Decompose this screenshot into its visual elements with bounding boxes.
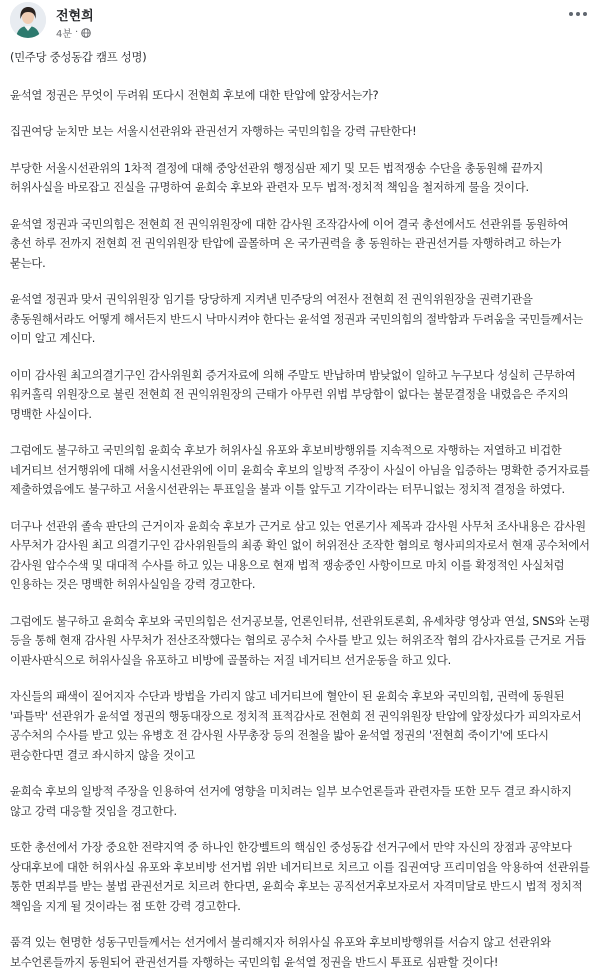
post-paragraph: 품격 있는 현명한 성동구민들께서는 선거에서 불리해지자 허위사실 유포와 후보비방행위를 서슴지 않고 선관위와 보수언론들까지 동원되어 관권선거를 자행하는 국민의힘 윤석열 정권을 반드시 투표로 심판할 것이다! bbox=[10, 936, 551, 969]
post-paragraph: 윤석열 정권과 맞서 권익위원장 임기를 당당하게 지켜낸 민주당의 여전사 전현희 전 권익위원장을 권력기관을 총동원해서라도 어떻게 해서든지 반드시 낙마시켜야 한다는 윤석열 정권과 국민의힘의 절박함과 두려움을 국민들께서는 이미 알고 계신다. bbox=[10, 293, 583, 345]
post-paragraph: 이미 감사원 최고의결기구인 감사위원회 증거자료에 의해 주말도 반납하며 밤낮없이 일하고 누구보다 성실히 근무하여 워커홀릭 위원장으로 불린 전현희 전 권익위원장의 근태가 아무런 위법 부당함이 없다는 불문결정을 내렸음은 주지의 명백한 사실이다. bbox=[10, 368, 576, 421]
post-paragraph: 그럼에도 불구하고 국민의힘 윤희숙 후보가 허위사실 유포와 후보비방행위를 지속적으로 자행하는 저열하고 비겁한 네거티브 선거행위에 대해 서울시선관위에 이미 윤희숙 후보의 일방적 주장이 사실이 아님을 입증하는 명확한 증거자료를 제출하였음에도 불구하고 서울시선관위는 투표일을 불과 이틀 앞두고 기각이라는 터무니없는 정치적 결정을 하였다. bbox=[10, 444, 590, 496]
post-paragraph: 부당한 서울시선관위의 1차적 결정에 대해 중앙선관위 행정심판 제기 및 모든 법적쟁송 수단을 총동원해 끝까지 허위사실을 바로잡고 진실을 규명하여 윤희숙 후보와 관련자 모두 법적·정치적 책임을 철저하게 물을 것이다. bbox=[10, 161, 544, 194]
post-paragraph: 더구나 선관위 졸속 판단의 근거이자 윤희숙 후보가 근거로 삼고 있는 언론기사 제목과 감사원 사무처 조사내용은 감사원 사무처가 감사원 최고 의결기구인 감사위원들의 최종 확인 없이 허위전산 조작한 혐의로 형사피의자로서 현재 공수처에서 감사원 압수수색 및 대대적 수사를 하고 있는 내용으로 현재 법적 쟁송중인 사항이므로 마치 이를 확정적인 사실처럼 인용하는 것은 명백한 허위사실임을 강력 경고한다. bbox=[10, 519, 590, 591]
profile-photo-icon bbox=[10, 2, 46, 38]
post-paragraph: 집권여당 눈치만 보는 서울시선관위와 관권선거 자행하는 국민의힘을 강력 규탄한다! bbox=[10, 125, 417, 138]
post-paragraph: 윤석열 정권과 국민의힘은 전현희 전 권익위원장에 대한 감사원 조작감사에 이어 결국 총선에서도 선관위를 동원하여 총선 하루 전까지 전현희 전 권익위원장 탄압에 골몰하며 온 국가권력을 총 동원하는 관권선거를 자행하려고 하는가 묻는다. bbox=[10, 217, 569, 270]
post-body bbox=[10, 48, 592, 972]
post-paragraph: 윤희숙 후보의 일방적 주장을 인용하여 선거에 영향을 미치려는 일부 보수언론들과 관련자들 또한 모두 결코 좌시하지 않고 강력 대응할 것임을 경고한다. bbox=[10, 785, 572, 818]
more-options-icon[interactable] bbox=[564, 4, 592, 24]
post-meta bbox=[56, 25, 91, 40]
post-time[interactable]: 4분 bbox=[56, 29, 73, 40]
post-paragraph: (민주당 중성동갑 캠프 성명) bbox=[10, 51, 147, 64]
globe-icon bbox=[81, 28, 91, 38]
meta-separator: · bbox=[75, 27, 79, 38]
post-paragraph: 그럼에도 불구하고 윤희숙 후보와 국민의힘은 선거공보물, 언론인터뷰, 선관위토론회, 유세차량 영상과 연설, SNS와 논평 등을 통해 현재 감사원 사무처가 전산조작했다는 혐의로 공수처 수사를 받고 있는 허위조작 혐의 감사자료를 근거로 거듭 이판사판식으로 허위사실을 유포하고 비방에 골몰하는 저질 네거티브 선거운동을 하고 있다. bbox=[10, 614, 590, 667]
post-paragraph: 자신들의 패색이 짙어지자 수단과 방법을 가리지 않고 네거티브에 혈안이 된 윤희숙 후보와 국민의힘, 권력에 동원된 '파틀막' 선관위가 윤석열 정권의 행동대장으로 정치적 표적감사로 전현희 전 권익위원장 탄압에 앞장섰다가 피의자로서 공수처의 수사를 받고 있는 유병호 전 감사원 사무총장 등의 전철을 밟아 윤석열 정권의 '전현희 죽이기'에 또다시 편승한다면 결코 좌시하지 않을 것이고 bbox=[10, 690, 582, 762]
avatar[interactable] bbox=[10, 2, 46, 38]
post-paragraph: 또한 총선에서 가장 중요한 전략지역 중 하나인 한강벨트의 핵심인 중성동갑 선거구에서 만약 자신의 장점과 공약보다 상대후보에 대한 허위사실 유포와 후보비방 선거법 위반 네거티브로 치르고 이를 집권여당 프리미엄을 악용하여 선관위를 통한 면죄부를 받는 불법 관권선거로 치르려 한다면, 윤희숙 후보는 공직선거후보자로서 자격미달로 반드시 법적 정치적 책임을 지게 될 것이라는 점 또한 강력 경고한다. bbox=[10, 841, 590, 913]
post-paragraph: 윤석열 정권은 무엇이 두려워 또다시 전현희 후보에 대한 탄압에 앞장서는가? bbox=[10, 88, 379, 102]
post-header bbox=[8, 0, 592, 44]
author-name[interactable]: 전현희 bbox=[56, 9, 94, 24]
